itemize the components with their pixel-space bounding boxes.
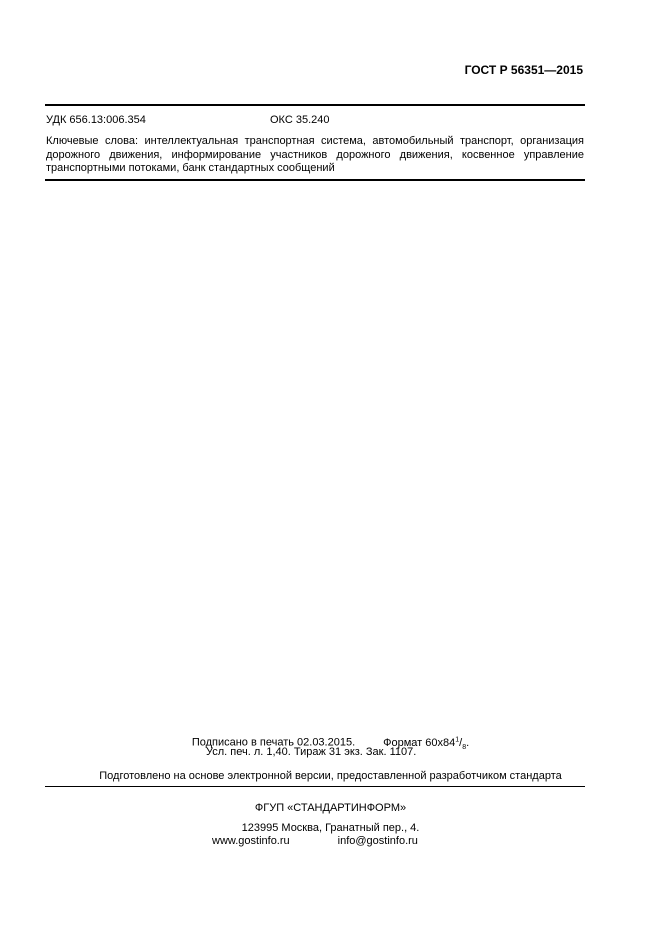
print-conditions: Усл. печ. л. 1,40. Тираж 31 экз. Зак. 1107. [206, 746, 417, 758]
keywords-divider [45, 179, 585, 181]
keywords-paragraph: Ключевые слова: интеллектуальная транспортная система, автомобильный транспорт, организация дорожного движения, информирование участников дорожного движения, косвенное управление транспортными потоками, банк стандартных сообщений [46, 135, 584, 174]
signed-date: Подписано в печать 02.03.2015. [191, 736, 356, 749]
email-link[interactable]: info@gostinfo.ru [337, 835, 418, 847]
publisher-name: ФГУП «СТАНДАРТИНФОРМ» [254, 802, 407, 814]
publisher-contacts [212, 835, 418, 847]
prepared-note: Подготовлено на основе электронной версии, предоставленной разработчиком стандарта [99, 770, 562, 782]
standard-code: ГОСТ Р 56351—2015 [464, 63, 583, 77]
oks-code: ОКС 35.240 [270, 114, 330, 126]
website-link[interactable]: www.gostinfo.ru [212, 835, 290, 847]
top-divider [45, 104, 585, 106]
imprint-divider [45, 786, 585, 787]
paper-format: Формат $60х84^1/_8$. [383, 736, 470, 751]
udc-code: УДК 656.13:006.354 [46, 114, 146, 126]
publisher-address: 123995 Москва, Гранатный пер., 4. [241, 822, 420, 834]
